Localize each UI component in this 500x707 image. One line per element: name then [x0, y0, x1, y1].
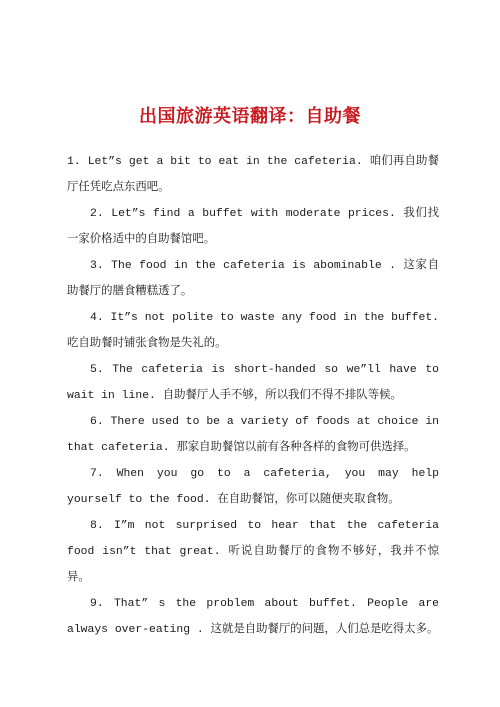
- list-item-text: 2. Let”s find a buffet with moderate prices. 我们找一家价格适中的自助餐馆吧。: [67, 208, 439, 246]
- list-item: [67, 461, 446, 513]
- list-item-text: 9. That” s the problem about buffet. People are always over-eating . 这就是自助餐厅的问题，人们总是吃得太多。: [67, 598, 446, 636]
- list-item-text: 6. There used to be a variety of foods at choice in that cafeteria. 那家自助餐馆以前有各种各样的食物可供选择。: [67, 416, 446, 454]
- list-item: [67, 305, 446, 357]
- list-item-text: 4. It”s not polite to waste any food in the buffet. 吃自助餐时铺张食物是失礼的。: [67, 312, 446, 350]
- list-item: [67, 149, 439, 201]
- list-item: [67, 357, 446, 409]
- list-item-text: 1. Let”s get a bit to eat in the cafeteria. 咱们再自助餐厅任凭吃点东西吧。: [67, 156, 439, 194]
- list-item: [67, 591, 446, 643]
- list-item-text: 5. The cafeteria is short-handed so we”ll have to wait in line. 自助餐厅人手不够，所以我们不得不排队等候。: [67, 364, 446, 402]
- list-item: [67, 409, 446, 461]
- list-item-text: 7. When you go to a cafeteria, you may help yourself to the food. 在自助餐馆，你可以随便夹取食物。: [67, 468, 446, 506]
- list-item: [67, 513, 446, 591]
- list-item: [67, 201, 439, 253]
- list-item-text: 3. The food in the cafeteria is abominable . 这家自助餐厅的膳食糟糕透了。: [67, 260, 439, 298]
- page-title: 出国旅游英语翻译：自助餐: [139, 106, 361, 127]
- list-item-text: 8. I”m not surprised to hear that the cafeteria food isn”t that great. 听说自助餐厅的食物不够好，我并不惊异。: [67, 520, 446, 584]
- body-text: [67, 149, 446, 643]
- list-item: [67, 253, 439, 305]
